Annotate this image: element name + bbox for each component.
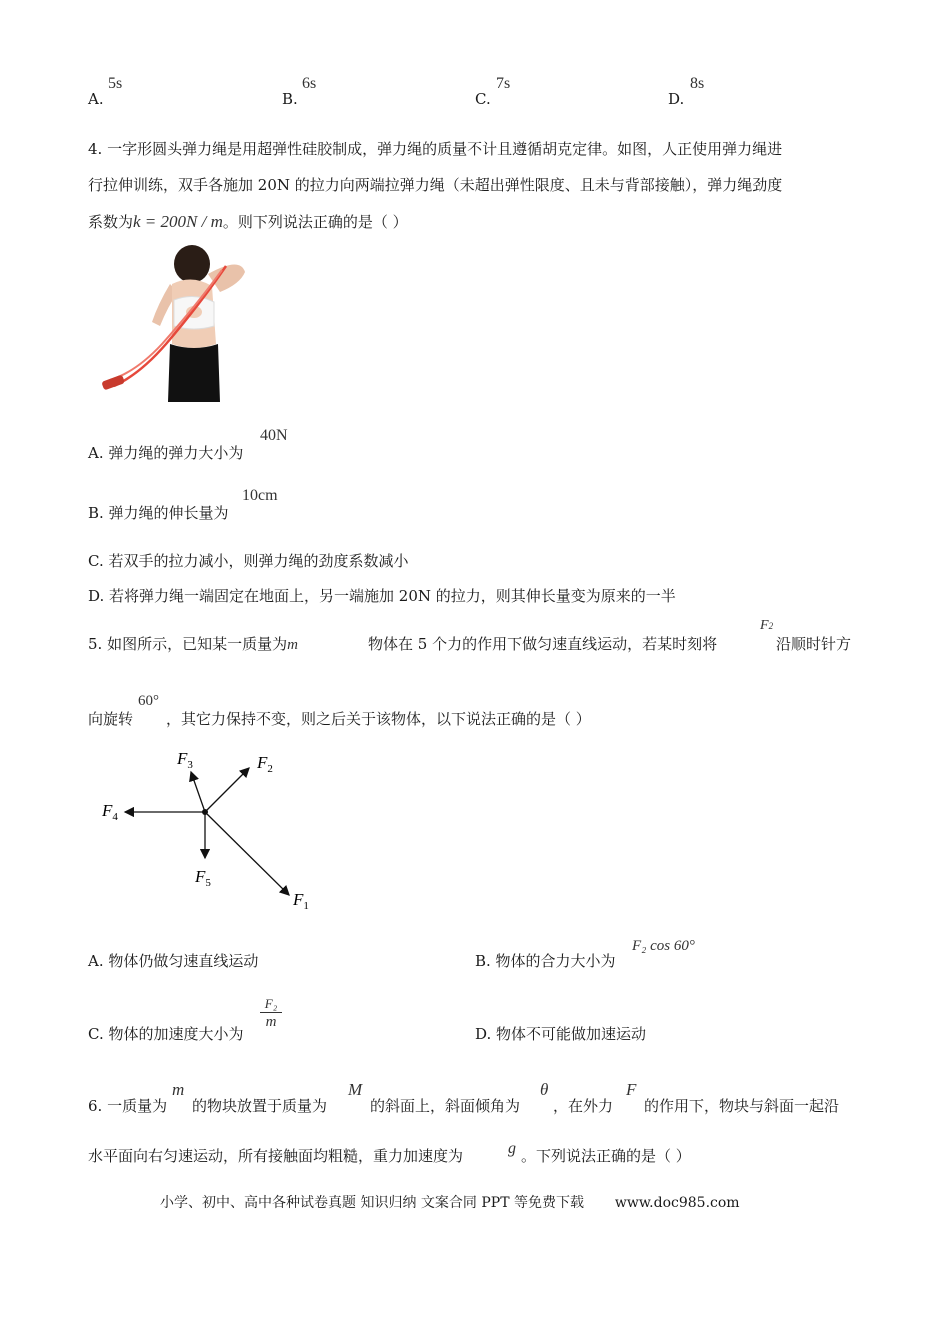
q3-option-c-value: 7s xyxy=(496,75,511,92)
q4-stem-line2: 行拉伸训练，双手各施加 20N 的拉力向两端拉弹力绳（未超出弹性限度、且未与背部接触），弹力绳劲度 xyxy=(88,176,783,194)
q6-theta-symbol: θ xyxy=(540,1080,549,1099)
q3-option-b-letter: B. xyxy=(282,90,298,108)
q5-stem-line1-post: 沿顺时针方 xyxy=(776,635,852,653)
q5-mass-symbol: m xyxy=(287,637,298,653)
q6-line1-d: ，在外力 xyxy=(553,1097,614,1115)
force-label-f5: $F_5$ xyxy=(195,867,211,889)
q3-option-b-value: 6s xyxy=(302,75,317,92)
q5-option-b-math: F₂ cos 60° xyxy=(632,938,695,954)
q5-stem-line1-mid: 物体在 5 个力的作用下做匀速直线运动，若某时刻将 xyxy=(368,635,718,653)
q5-f2-letter: F xyxy=(760,618,769,633)
force-diagram xyxy=(95,740,335,915)
q6-g-symbol: g xyxy=(508,1140,516,1157)
q4-option-d: D. 若将弹力绳一端固定在地面上，另一端施加 20N 的拉力，则其伸长量变为原来的一半 xyxy=(88,587,676,605)
q5-fraction-denominator: m xyxy=(265,1014,277,1030)
q4-option-c: C. 若双手的拉力减小，则弹力绳的劲度系数减小 xyxy=(88,552,409,570)
q5-option-c xyxy=(88,1023,243,1044)
q5-stem-line2-pre: 向旋转 xyxy=(88,710,134,728)
q5-stem-line1 xyxy=(88,633,298,654)
q4-stem-line3 xyxy=(88,211,408,232)
q3-option-a-letter: A. xyxy=(88,90,104,108)
q5-f2-symbol xyxy=(760,618,773,634)
q6-line2-post: 。下列说法正确的是（ ） xyxy=(521,1147,691,1165)
q5-stem-line2 xyxy=(88,708,133,729)
q4-stem-line3-pre: 系数为 xyxy=(88,213,134,231)
q6-line1-a: 6. 一质量为 xyxy=(88,1097,168,1115)
q4-option-b-text: B. 弹力绳的伸长量为 xyxy=(88,504,229,522)
q6-line1-e: 的作用下，物块与斜面一起沿 xyxy=(644,1097,840,1115)
q6-F-symbol: F xyxy=(626,1080,637,1099)
photo-raised-arm xyxy=(208,264,245,292)
q6-M-symbol: M xyxy=(348,1080,363,1099)
q6-line1-b: 的物块放置于质量为 xyxy=(192,1097,328,1115)
q4-stem-line3-post: 。则下列说法正确的是（ ） xyxy=(222,213,408,231)
q4-option-a-text: A. 弹力绳的弹力大小为 xyxy=(88,444,244,462)
page-footer xyxy=(160,1192,740,1212)
photo-leggings xyxy=(168,344,220,402)
q3-option-c-letter: C. xyxy=(475,90,491,108)
q6-m-symbol: m xyxy=(172,1080,185,1099)
q4-option-a-math: 40N xyxy=(260,427,288,444)
force-label-f1: $F_1$ xyxy=(293,890,309,912)
q4-stiffness-formula: k = 200N / m xyxy=(133,212,223,231)
q5-option-a: A. 物体仍做匀速直线运动 xyxy=(88,952,259,970)
force-label-f4: $F_4$ xyxy=(102,801,118,823)
footer-text: 小学、初中、高中各种试卷真题 知识归纳 文案合同 PPT 等免费下载 xyxy=(160,1195,584,1211)
q5-option-c-text: C. 物体的加速度大小为 xyxy=(88,1025,244,1043)
q5-fraction-numerator: F₂ xyxy=(260,996,282,1013)
q5-option-d: D. 物体不可能做加速运动 xyxy=(475,1025,647,1043)
q5-stem-line1-pre: 5. 如图所示，已知某一质量为 xyxy=(88,635,288,653)
q4-option-b xyxy=(88,502,229,523)
q3-option-d-letter: D. xyxy=(668,90,685,108)
q5-stem-line2-post: ，其它力保持不变，则之后关于该物体，以下说法正确的是（ ） xyxy=(166,710,591,728)
q5-f2-sub: 2 xyxy=(768,621,774,631)
force-label-f2: $F_2$ xyxy=(257,753,273,775)
force-label-f3: $F_3$ xyxy=(177,749,193,771)
photo-hair xyxy=(174,245,210,283)
force-arrow-f3 xyxy=(191,772,205,812)
force-arrow-f2 xyxy=(205,768,249,812)
q5-option-b-text: B. 物体的合力大小为 xyxy=(475,952,616,970)
force-arrow-f1 xyxy=(205,812,289,895)
exercise-photo xyxy=(100,244,250,402)
q5-option-c-fraction xyxy=(260,996,282,1031)
q3-option-a-value: 5s xyxy=(108,75,123,92)
q5-angle: 60° xyxy=(138,693,159,709)
q4-option-a xyxy=(88,442,243,463)
q4-option-b-math: 10cm xyxy=(242,487,278,504)
q6-line1-c: 的斜面上，斜面倾角为 xyxy=(370,1097,521,1115)
footer-site-link[interactable]: www.doc985.com xyxy=(614,1195,740,1211)
q3-option-d-value: 8s xyxy=(690,75,705,92)
q4-stem-line1: 4. 一字形圆头弹力绳是用超弹性硅胶制成，弹力绳的质量不计且遵循胡克定律。如图，人正使用弹力绳进 xyxy=(88,140,783,158)
q6-line2-pre: 水平面向右匀速运动，所有接触面均粗糙，重力加速度为 xyxy=(88,1147,464,1165)
photo-band-handle xyxy=(101,374,125,390)
